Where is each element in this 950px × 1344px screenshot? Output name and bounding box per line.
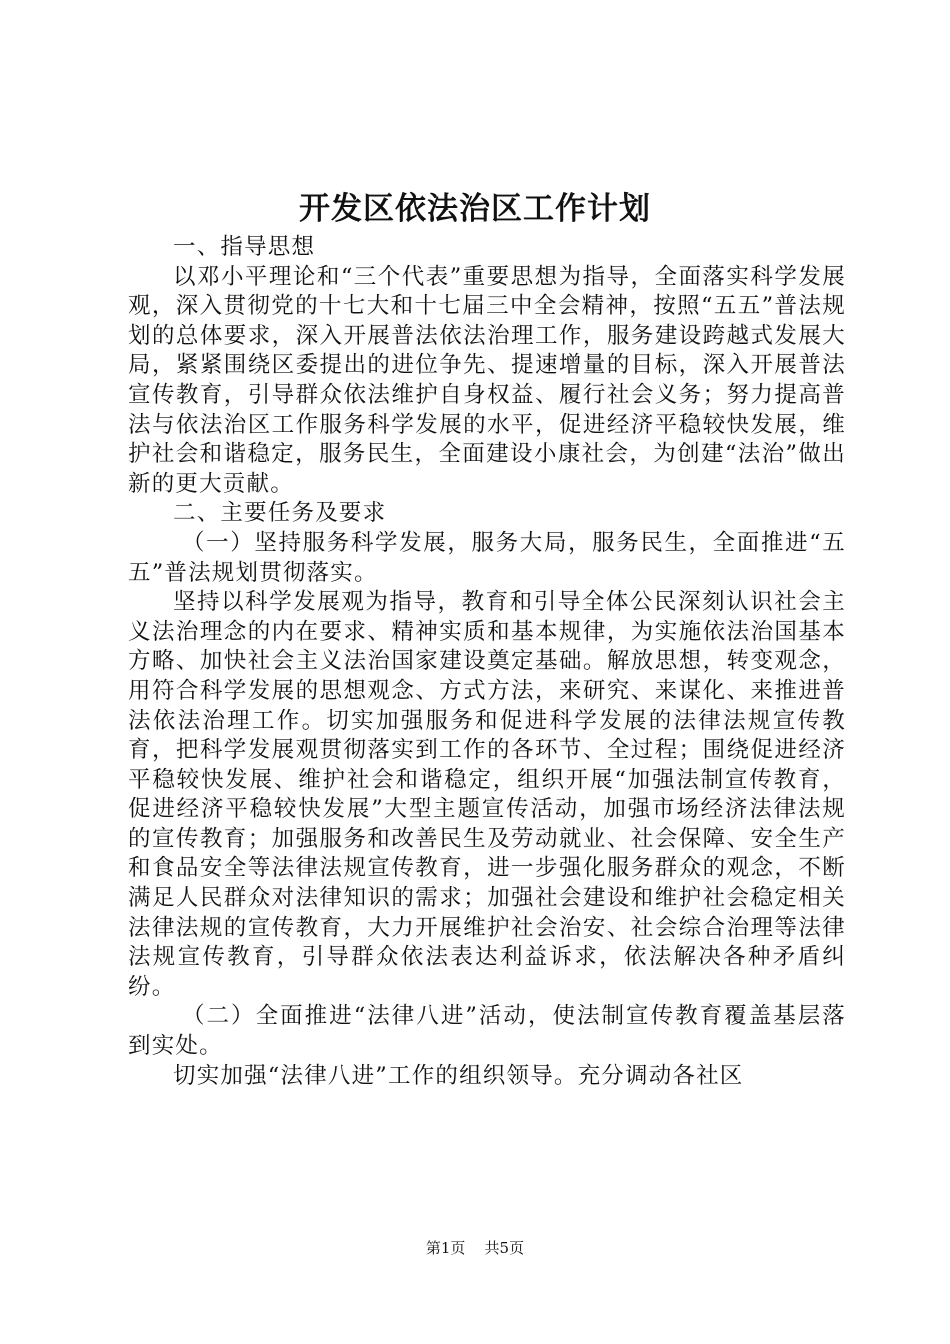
document-title: 开发区依法治区工作计划 [299, 191, 651, 227]
subsection-heading-1: （一）坚持服务科学发展，服务大局，服务民生，全面推进“五五”普法规划贯彻落实。 [128, 529, 846, 586]
section-heading-main-tasks: 二、主要任务及要求 [173, 500, 387, 527]
page-number: 第1页 [425, 1239, 466, 1257]
page-total: 共5页 [484, 1239, 525, 1257]
subsection-heading-2: （二）全面推进“法律八进”活动，使法制宣传教育覆盖基层落到实处。 [128, 1003, 846, 1060]
paragraph-subsection-2: 切实加强“法律八进”工作的组织领导。充分调动各社区 [173, 1062, 744, 1089]
section-heading-guiding-ideology: 一、指导思想 [173, 234, 316, 260]
document-body [128, 233, 846, 1091]
page-footer [0, 1238, 950, 1258]
paragraph-guiding-ideology: 以邓小平理论和“三个代表”重要思想为指导，全面落实科学发展观，深入贯彻党的十七大和十七届三中全会精神，按照“五五”普法规划的总体要求，深入开展普法依法治理工作，服务建设跨越式发展大局，紧紧围绕区委提出的进位争先、提速增量的目标，深入开展普法宣传教育，引导群众依法维护自身权益、履行社会义务；努力提高普法与依法治区工作服务科学发展的水平，促进经济平稳较快发展，维护社会和谐稳定，服务民生，全面建设小康社会，为创建“法治”做出新的更大贡献。 [128, 263, 846, 497]
paragraph-subsection-1: 坚持以科学发展观为指导，教育和引导全体公民深刻认识社会主义法治理念的内在要求、精神实质和基本规律，为实施依法治国基本方略、加快社会主义法治国家建设奠定基础。解放思想，转变观念，用符合科学发展的思想观念、方式方法，来研究、来谋化、来推进普法依法治理工作。切实加强服务和促进科学发展的法律法规宣传教育，把科学发展观贯彻落实到工作的各环节、全过程；围绕促进经济平稳较快发展、维护社会和谐稳定，组织开展“加强法制宣传教育，促进经济平稳较快发展”大型主题宣传活动，加强市场经济法律法规的宣传教育；加强服务和改善民生及劳动就业、社会保障、安全生产和食品安全等法律法规宣传教育，进一步强化服务群众的观念，不断满足人民群众对法律知识的需求；加强社会建设和维护社会稳定相关法律法规的宣传教育，大力开展维护社会治安、社会综合治理等法律法规宣传教育，引导群众依法表达利益诉求，依法解决各种矛盾纠纷。 [128, 589, 846, 1000]
